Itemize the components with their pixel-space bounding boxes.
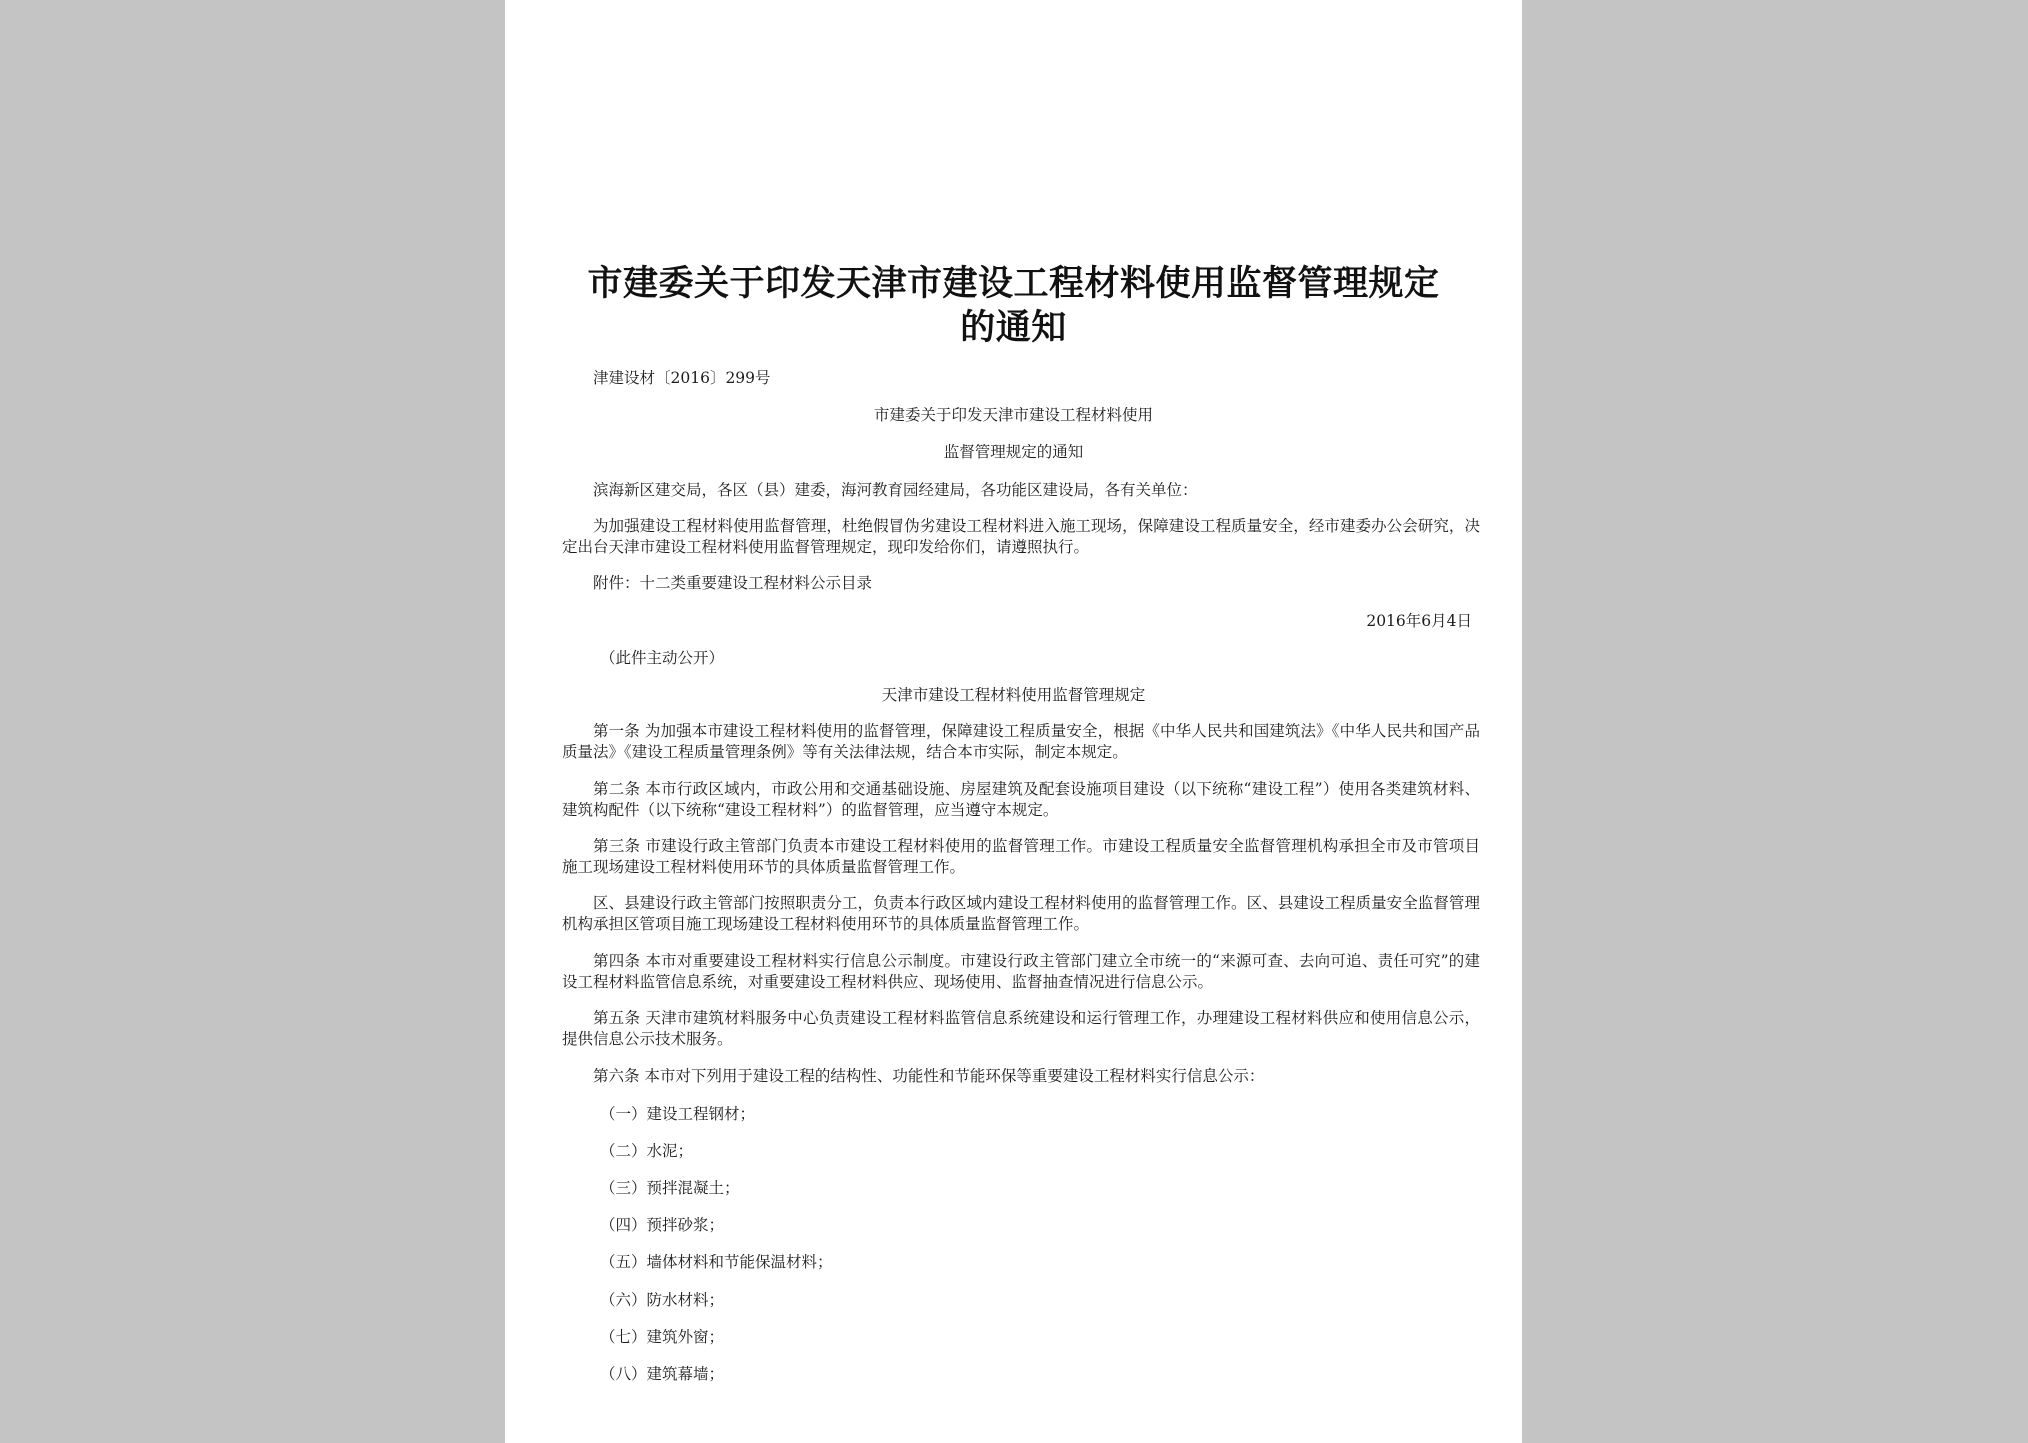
document-title <box>545 262 1482 350</box>
notice-heading-line-1: 市建委关于印发天津市建设工程材料使用 <box>873 406 1153 424</box>
title-line-1: 市建委关于印发天津市建设工程材料使用监督管理规定 <box>587 264 1440 304</box>
article-3-paragraph-2: 区、县建设行政主管部门按照职责分工，负责本行政区域内建设工程材料使用的监督管理工作。区、县建设工程质量安全监督管理机构承担区管项目施工现场建设工程材料使用环节的具体质量监督管理工作。 <box>562 894 1480 933</box>
article-1: 第一条 为加强本市建设工程材料使用的监督管理，保障建设工程质量安全，根据《中华人民共和国建筑法》《中华人民共和国产品质量法》《建设工程质量管理条例》等有关法律法规，结合本市实际，制定本规定。 <box>562 722 1480 761</box>
list-item: （四）预拌砂浆； <box>600 1216 725 1234</box>
intro-paragraph: 为加强建设工程材料使用监督管理，杜绝假冒伪劣建设工程材料进入施工现场，保障建设工程质量安全，经市建委办公会研究，决定出台天津市建设工程材料使用监督管理规定，现印发给你们，请遵照执行。 <box>562 517 1480 556</box>
issue-date: 2016年6月4日 <box>1366 612 1472 630</box>
list-item: （六）防水材料； <box>600 1291 725 1309</box>
list-item: （一）建设工程钢材； <box>600 1105 756 1123</box>
list-item: （八）建筑幕墙； <box>600 1365 725 1383</box>
title-line-2: 的通知 <box>960 308 1067 348</box>
list-item: （七）建筑外窗； <box>600 1328 725 1346</box>
attachment-line: 附件：十二类重要建设工程材料公示目录 <box>593 574 873 592</box>
regulation-title: 天津市建设工程材料使用监督管理规定 <box>881 686 1146 704</box>
article-4: 第四条 本市对重要建设工程材料实行信息公示制度。市建设行政主管部门建立全市统一的“来源可查、去向可追、责任可究”的建设工程材料监管信息系统，对重要建设工程材料供应、现场使用、监督抽查情况进行信息公示。 <box>562 952 1480 991</box>
salutation: 滨海新区建交局，各区（县）建委，海河教育园经建局，各功能区建设局，各有关单位： <box>593 481 1198 499</box>
list-item: （五）墙体材料和节能保温材料； <box>600 1253 833 1271</box>
public-note: （此件主动公开） <box>600 649 725 667</box>
document-number: 津建设材〔2016〕299号 <box>593 369 771 387</box>
article-5: 第五条 天津市建筑材料服务中心负责建设工程材料监管信息系统建设和运行管理工作，办理建设工程材料供应和使用信息公示，提供信息公示技术服务。 <box>562 1009 1480 1048</box>
article-6: 第六条 本市对下列用于建设工程的结构性、功能性和节能环保等重要建设工程材料实行信息公示： <box>593 1067 1265 1085</box>
list-item: （三）预拌混凝土； <box>600 1179 740 1197</box>
notice-heading-line-2: 监督管理规定的通知 <box>943 443 1084 461</box>
article-2: 第二条 本市行政区域内，市政公用和交通基础设施、房屋建筑及配套设施项目建设（以下统称“建设工程”）使用各类建筑材料、建筑构配件（以下统称“建设工程材料”）的监督管理，应当遵守本规定。 <box>562 780 1480 819</box>
article-3: 第三条 市建设行政主管部门负责本市建设工程材料使用的监督管理工作。市建设工程质量安全监督管理机构承担全市及市管项目施工现场建设工程材料使用环节的具体质量监督管理工作。 <box>562 837 1480 876</box>
list-item: （二）水泥； <box>600 1142 694 1160</box>
document-page <box>505 0 1522 1443</box>
